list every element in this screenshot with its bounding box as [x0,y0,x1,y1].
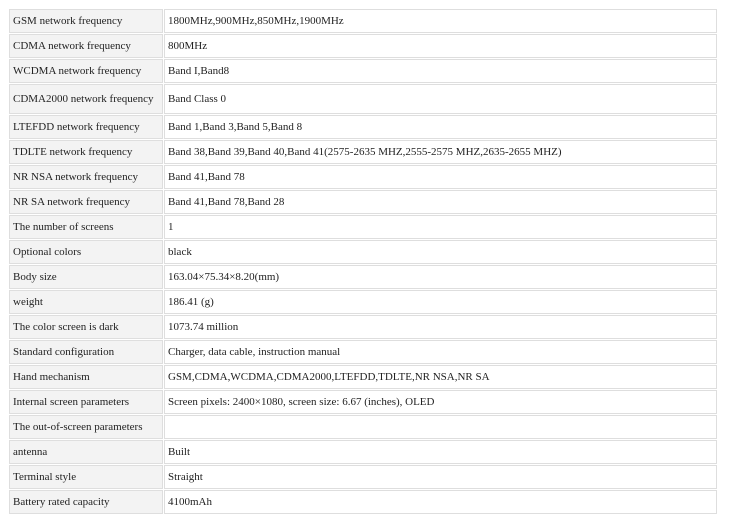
table-row [9,315,717,339]
spec-label: The number of screens [9,215,163,239]
spec-value: GSM,CDMA,WCDMA,CDMA2000,LTEFDD,TDLTE,NR NSA,NR SA [164,365,717,389]
spec-label: Terminal style [9,465,163,489]
spec-label: WCDMA network frequency [9,59,163,83]
spec-table [8,8,718,515]
table-row [9,340,717,364]
table-row [9,290,717,314]
spec-value: Band 38,Band 39,Band 40,Band 41(2575-2635 MHZ,2555-2575 MHZ,2635-2655 MHZ) [164,140,717,164]
table-row [9,34,717,58]
spec-value: Straight [164,465,717,489]
spec-value: Band 41,Band 78,Band 28 [164,190,717,214]
spec-label: Standard configuration [9,340,163,364]
spec-value: Charger, data cable, instruction manual [164,340,717,364]
table-row [9,415,717,439]
spec-label: The color screen is dark [9,315,163,339]
table-row [9,190,717,214]
spec-label: GSM network frequency [9,9,163,33]
spec-value: Band Class 0 [164,84,717,114]
spec-label: NR NSA network frequency [9,165,163,189]
spec-value: 1800MHz,900MHz,850MHz,1900MHz [164,9,717,33]
spec-label: Body size [9,265,163,289]
spec-value: Band I,Band8 [164,59,717,83]
spec-value: Screen pixels: 2400×1080, screen size: 6.67 (inches), OLED [164,390,717,414]
table-row [9,215,717,239]
spec-value [164,415,717,439]
spec-label: antenna [9,440,163,464]
spec-label: Battery rated capacity [9,490,163,514]
spec-label: Internal screen parameters [9,390,163,414]
table-row [9,365,717,389]
spec-value: 1 [164,215,717,239]
spec-label: NR SA network frequency [9,190,163,214]
table-row [9,9,717,33]
table-row [9,440,717,464]
spec-label: CDMA network frequency [9,34,163,58]
spec-label: Optional colors [9,240,163,264]
spec-value: Band 1,Band 3,Band 5,Band 8 [164,115,717,139]
table-row [9,465,717,489]
table-row [9,240,717,264]
spec-label: weight [9,290,163,314]
spec-value: black [164,240,717,264]
spec-label: Hand mechanism [9,365,163,389]
spec-label: TDLTE network frequency [9,140,163,164]
spec-value: 1073.74 million [164,315,717,339]
table-row [9,490,717,514]
spec-value: 186.41 (g) [164,290,717,314]
spec-value: Band 41,Band 78 [164,165,717,189]
table-row [9,115,717,139]
spec-label: CDMA2000 network frequency [9,84,163,114]
table-row [9,84,717,114]
spec-value: Built [164,440,717,464]
table-row [9,59,717,83]
table-row [9,390,717,414]
table-row [9,165,717,189]
spec-value: 4100mAh [164,490,717,514]
spec-value: 800MHz [164,34,717,58]
spec-label: The out-of-screen parameters [9,415,163,439]
spec-label: LTEFDD network frequency [9,115,163,139]
spec-table-container [8,8,718,515]
spec-value: 163.04×75.34×8.20(mm) [164,265,717,289]
table-row [9,140,717,164]
table-row [9,265,717,289]
